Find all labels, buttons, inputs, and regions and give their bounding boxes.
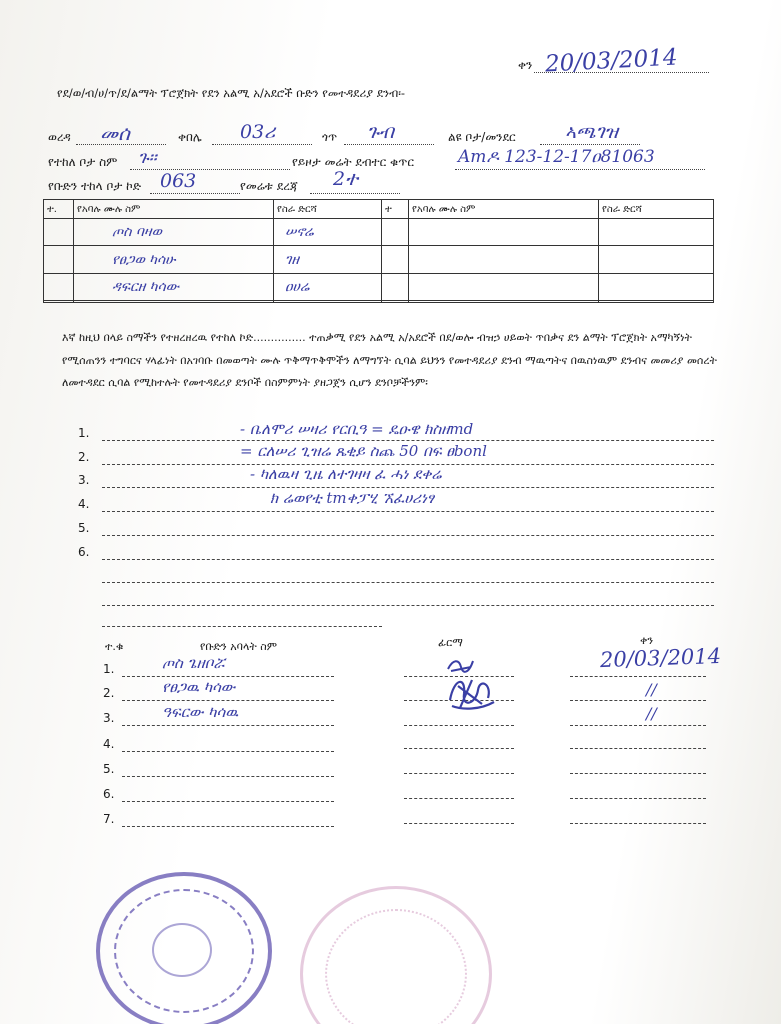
member-name: ዳፍርዘ ካሳው	[112, 279, 180, 296]
table-cell	[274, 273, 382, 300]
sig-number: 6.	[103, 787, 115, 801]
member-name: የፀጋወ ካሳሁ	[112, 251, 176, 268]
sig-name-label: የቡድን አባላት ስም	[200, 640, 277, 653]
sig-date-line	[570, 773, 706, 774]
table-row	[44, 246, 714, 273]
special-place-value: ኣጫገዝ	[565, 121, 619, 143]
sig-signature-label: ፊርማ	[438, 636, 463, 649]
fertility-line	[310, 193, 400, 194]
table-cell	[409, 246, 599, 273]
faint-stamp	[300, 886, 492, 1024]
kebele-value: 03ሪ	[240, 121, 276, 143]
members-table	[43, 199, 714, 303]
table-cell	[599, 246, 714, 273]
rule-text: - ካለዉዛ ጊዜ ለተገዛዛ ፈ ሓነ ደቀሬ	[250, 465, 442, 483]
sig-signature-line	[404, 773, 514, 774]
table-cell	[274, 219, 382, 246]
rule-number: 2.	[78, 450, 90, 464]
sig-name-line	[122, 700, 334, 701]
table-cell	[599, 219, 714, 246]
got-value: ጉብ	[367, 121, 394, 143]
sig-date-line	[570, 748, 706, 749]
rule-number: 3.	[78, 473, 90, 487]
site-code-value: 063	[160, 170, 197, 192]
sig-date-line	[570, 676, 706, 677]
sig-name-line	[122, 776, 334, 777]
site-code-line	[150, 193, 240, 194]
sig-signature-line	[404, 798, 514, 799]
table-cell	[382, 301, 409, 303]
certificate-label: የይዞታ መሬት ደብተር ቁጥር	[292, 155, 414, 169]
member-name: ጦስ ባዛወ	[112, 224, 162, 241]
sig-name: ጦስ ጌዘቦሯ	[162, 654, 225, 672]
sig-date: //	[646, 680, 657, 699]
certificate-line	[455, 169, 705, 170]
rule-text: - ቤለሞሪ ሠዛሪ የርቢዓ = ዴዑዌ ክስዘmd	[240, 420, 474, 438]
site-name-label: የተከለ ቦታ ስም	[48, 155, 118, 169]
document-title: የደ/ወ/ብ/ሀ/ጥ/ደ/ልማት ፕሮጀክት የደን አልሚ አ/አደሮች ቡድን የመተዳደሪያ ደንብ፡-	[57, 86, 406, 100]
table-cell	[409, 273, 599, 300]
rule-text: ክ ሬወየቲ tmቀፓሂ ኧፈሀሪነፃ	[270, 489, 435, 507]
member-role: ገዘ	[285, 251, 300, 268]
table-header: የስራ ድርሻ	[599, 200, 714, 219]
rule-line	[102, 440, 714, 441]
sig-date-line	[570, 823, 706, 824]
rule-text: = ርለሠሪ ጊዝሬ ጼቂይ ስጨ 50 በፍ ፀbonl	[240, 442, 487, 460]
sig-date-line	[570, 725, 706, 726]
rule-line	[102, 511, 714, 512]
rule-number: 1.	[78, 426, 90, 440]
signature-mark-2	[442, 670, 500, 716]
sig-number: 3.	[103, 711, 115, 725]
table-row	[44, 219, 714, 246]
table-row	[44, 301, 714, 303]
table-cell	[274, 301, 382, 303]
site-code-label: የቡድን ተከላ ቦታ ኮድ	[48, 179, 142, 193]
table-cell	[409, 301, 599, 303]
header-date-value: 20/03/2014	[544, 44, 679, 78]
table-cell	[74, 219, 274, 246]
rule-line	[102, 559, 714, 560]
kebele-label: ቀበሌ	[178, 130, 202, 144]
sig-date: //	[646, 704, 657, 723]
table-header-row	[44, 200, 714, 219]
table-row	[44, 273, 714, 300]
site-name-value: ጉ፡፡	[138, 148, 157, 168]
sig-date: 20/03/2014	[599, 643, 722, 673]
sig-name-line	[122, 801, 334, 802]
rule-line	[102, 487, 714, 488]
table-cell	[599, 273, 714, 300]
rule-number: 5.	[78, 521, 90, 535]
fertility-value: 2ተ	[333, 168, 358, 190]
rule-line	[102, 535, 714, 536]
table-header: ተ	[382, 200, 409, 219]
table-header: የስራ ድርሻ	[274, 200, 382, 219]
sig-name: የፀጋዉ ካሳው	[162, 678, 236, 696]
fertility-label: የመሬቱ ደረጃ	[240, 179, 298, 193]
table-cell	[44, 219, 74, 246]
site-name-line	[130, 169, 290, 170]
table-cell	[44, 273, 74, 300]
rule-line	[102, 582, 714, 583]
rule-line	[102, 605, 714, 606]
certificate-value: Amዶ 123-12-17ዐ81063	[458, 147, 655, 167]
sig-number: 4.	[103, 737, 115, 751]
table-cell	[274, 246, 382, 273]
table-cell	[44, 301, 74, 303]
table-cell	[382, 246, 409, 273]
rule-line	[102, 626, 382, 627]
header-date-label: ቀን	[518, 58, 533, 72]
special-place-label: ልዩ ቦታ/መንደር	[448, 130, 516, 144]
woreda-value: መሰ	[100, 121, 130, 145]
sig-number: 1.	[103, 662, 115, 676]
sig-signature-line	[404, 748, 514, 749]
sig-date-line	[570, 798, 706, 799]
table-cell	[599, 301, 714, 303]
rule-number: 4.	[78, 497, 90, 511]
sig-name-line	[122, 676, 334, 677]
sig-name-line	[122, 751, 334, 752]
sig-name-line	[122, 826, 334, 827]
kebele-line	[212, 144, 312, 145]
sig-number: 7.	[103, 812, 115, 826]
sig-name: ዓፍርው ካሳዉ	[162, 703, 239, 721]
member-role: ሠኖሬ	[285, 224, 314, 241]
official-stamp	[96, 872, 272, 1024]
table-cell	[74, 246, 274, 273]
table-cell	[409, 219, 599, 246]
table-header: የአባሉ ሙሉ ስም	[74, 200, 274, 219]
table-cell	[382, 273, 409, 300]
got-line	[344, 144, 434, 145]
sig-name-line	[122, 725, 334, 726]
table-header: የአባሉ ሙሉ ስም	[409, 200, 599, 219]
sig-no-label: ተ.ቁ	[105, 640, 124, 653]
sig-signature-line	[404, 823, 514, 824]
sig-number: 2.	[103, 686, 115, 700]
rule-number: 6.	[78, 545, 90, 559]
woreda-label: ወረዳ	[48, 130, 71, 144]
table-cell	[74, 301, 274, 303]
got-label: ጎጥ	[322, 130, 338, 144]
member-role: ዐሀሬ	[285, 279, 310, 296]
sig-date-label: ቀን	[640, 634, 654, 647]
table-cell	[74, 273, 274, 300]
sig-signature-line	[404, 725, 514, 726]
sig-number: 5.	[103, 762, 115, 776]
sig-date-line	[570, 700, 706, 701]
intro-paragraph: እኛ ከዚህ በላይ ስማችን የተዘረዘረዉ የተከለ ኮድ............... ተጠቃሚ የደን አልሚ አ/አደሮች በደ/ወሎ ብዝኃ ሀይወት ጥበቃና ደን ልማት ፕሮጀክት አማካኝነት የሚሰጠንን ተግባርና ሃላፊነት በአገባቡ በመወጣት ሙሉ ጥቅማጥቅሞችን ለማግኘት ሲባል ይህንን የመተዳደሪያ ደንብ ማዉጣትና በዉስነዉም ደንብና መመሪያ መሰረት ለመተዳደር ሲባል የሚከተሉት የመተዳደሪያ ደንቦች በስምምነት ያዘጋጀን ሲሆን ደንቦቻችንም፡	[62, 331, 717, 389]
table-header: ተ.	[44, 200, 74, 219]
special-place-line	[540, 144, 640, 145]
table-cell	[44, 246, 74, 273]
table-cell	[382, 219, 409, 246]
